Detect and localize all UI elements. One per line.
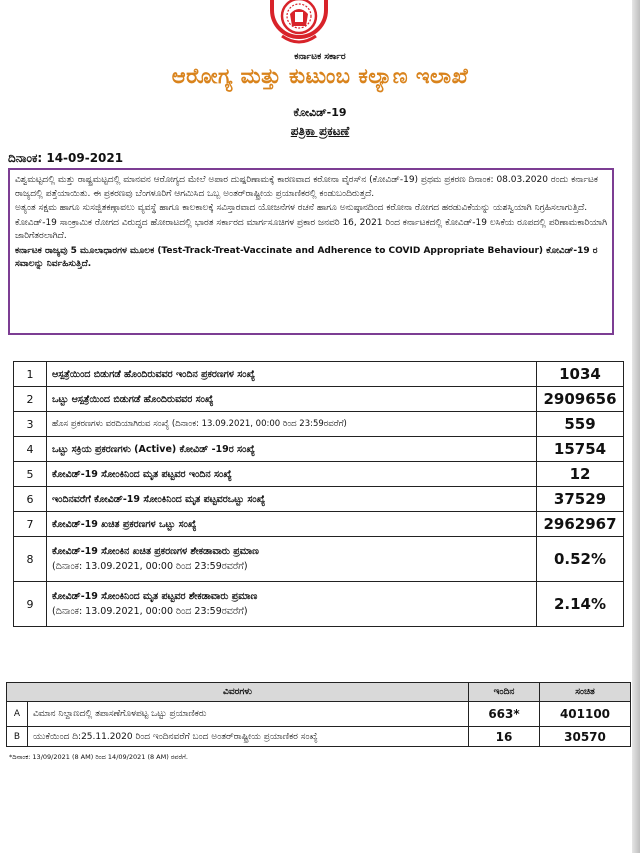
table-row <box>14 412 624 437</box>
table-row <box>14 582 624 627</box>
airport-passengers-table <box>6 682 631 747</box>
row-number: 7 <box>14 512 47 537</box>
table-row <box>14 487 624 512</box>
karnataka-government-emblem-icon <box>268 0 330 50</box>
press-release-heading: ಪತ್ರಿಕಾ ಪ್ರಕಟಣೆ <box>290 124 350 138</box>
row-value: 2909656 <box>537 387 624 412</box>
row-today: 16 <box>469 727 540 747</box>
row-value: 0.52% <box>537 537 624 582</box>
row-value: 15754 <box>537 437 624 462</box>
row-number: 2 <box>14 387 47 412</box>
row-number: 8 <box>14 537 47 582</box>
row-label: ಹೊಸ ಪ್ರಕರಣಗಳು ವರದಿಯಾಗಿರುವ ಸಂಖ್ಯೆ (ದಿನಾಂಕ: 13.09.2021, 00:00 ರಿಂದ 23:59ರವರೆಗೆ) <box>47 412 537 437</box>
header-cumulative: ಸಂಚಿತ <box>540 683 631 702</box>
covid-stats-table <box>13 361 624 627</box>
row-label: ಕೋವಿಡ್-19 ಸೋಂಕಿನ ಖಚಿತ ಪ್ರಕರಣಗಳ ಶೇಕಡಾವಾರು ಪ್ರಮಾಣ <box>52 546 259 557</box>
row-label-cell <box>47 537 537 582</box>
row-sublabel: (ದಿನಾಂಕ: 13.09.2021, 00:00 ರಿಂದ 23:59ರವರೆಗೆ) <box>52 561 248 572</box>
row-number: 9 <box>14 582 47 627</box>
row-number: 1 <box>14 362 47 387</box>
row-label: ಕೋವಿಡ್-19 ಖಚಿತ ಪ್ರಕರಣಗಳ ಒಟ್ಟು ಸಂಖ್ಯೆ <box>47 512 537 537</box>
row-sublabel: (ದಿನಾಂಕ: 13.09.2021, 00:00 ರಿಂದ 23:59ರವರೆಗೆ) <box>52 606 248 617</box>
table-row <box>14 362 624 387</box>
row-letter: B <box>7 727 28 747</box>
intro-paragraph: ಅತ್ಯಂತ ಸಕ್ಷಮ ಹಾಗೂ ಸುಸಜ್ಜಿತಕಣ್ಗಾವಲು ವ್ಯವಸ್ಥೆ ಹಾಗೂ ಕಾಲಕಾಲಕ್ಕೆ ಸವಿಸ್ತಾರವಾದ ಯೋಜನೆಗಳ ರಚನೆ ಹಾಗೂ ಅನುಷ್ಠಾನದಿಂದ ಕರೋನಾ ರೋಗದ ಹರಡುವಿಕೆಯನ್ನು ಯಶಸ್ವಿಯಾಗಿ ನಿಗ್ರಹಿಸಲಾಗುತ್ತಿದೆ. <box>15 203 588 213</box>
row-label: ಆಸ್ಪತ್ರೆಯಿಂದ ಬಿಡುಗಡೆ ಹೊಂದಿರುವವರ ಇಂದಿನ ಪ್ರಕರಣಗಳ ಸಂಖ್ಯೆ <box>47 362 537 387</box>
table-row <box>14 537 624 582</box>
department-title: ಆರೋಗ್ಯ ಮತ್ತು ಕುಟುಂಬ ಕಲ್ಯಾಣ ಇಲಾಖೆ <box>171 64 469 88</box>
row-number: 6 <box>14 487 47 512</box>
row-number: 3 <box>14 412 47 437</box>
row-label: ಯುಕೆಯಿಂದ ದಿ:25.11.2020 ರಿಂದ ಇಂದಿನವರೆಗೆ ಬಂದ ಅಂತರ್‌ರಾಷ್ಟ್ರೀಯ ಪ್ರಯಾಣಿಕರ ಸಂಖ್ಯೆ <box>28 727 469 747</box>
table-row <box>14 512 624 537</box>
government-title: ಕರ್ನಾಟಕ ಸರ್ಕಾರ <box>294 52 346 62</box>
intro-paragraph: ಕೋವಿಡ್-19 ಸಾಂಕ್ರಾಮಿಕ ರೋಗದ ವಿರುದ್ಧದ ಹೋರಾಟದಲ್ಲಿ ಭಾರತ ಸರ್ಕಾರದ ಮಾರ್ಗಸೂಚಿಗಳ ಪ್ರಕಾರ ಜನವರಿ 16, 2021 ರಿಂದ ಕರ್ನಾಟಕದಲ್ಲಿ ಕೋವಿಡ್-19 ಲಸಿಕೆಯ ರೂಪದಲ್ಲಿ ಪರಿಣಾಮಕಾರಿಯಾಗಿ ಜಾರಿಗೆತರಲಾಗಿದೆ. <box>15 217 608 241</box>
row-cumulative: 401100 <box>540 702 631 727</box>
row-value: 37529 <box>537 487 624 512</box>
table-row <box>14 437 624 462</box>
row-cumulative: 30570 <box>540 727 631 747</box>
table-row <box>14 387 624 412</box>
row-label: ಕೋವಿಡ್-19 ಸೋಂಕಿನಿಂದ ಮೃತ ಪಟ್ಟವರ ಶೇಕಡಾವಾರು ಪ್ರಮಾಣ <box>52 591 258 602</box>
row-value: 2962967 <box>537 512 624 537</box>
row-label: ವಿಮಾನ ನಿಲ್ದಾಣದಲ್ಲಿ ತಪಾಸಣೆಗೊಳಪಟ್ಟ ಒಟ್ಟು ಪ್ರಯಾಣಿಕರು <box>28 702 469 727</box>
intro-paragraph: ವಿಶ್ವಮಟ್ಟದಲ್ಲಿ ಮತ್ತು ರಾಷ್ಟ್ರಮಟ್ಟದಲ್ಲಿ ಮಾನವನ ಆರೋಗ್ಯದ ಮೇಲೆ ಅಪಾರ ದುಷ್ಪರಿಣಾಮಕ್ಕೆ ಕಾರಣವಾದ ಕರೋನಾ ವೈರಸ್‌ನ (ಕೋವಿಡ್-19) ಪ್ರಥಮ ಪ್ರಕರಣ ದಿನಾಂಕ: 08.03.2020 ರಂದು ಕರ್ನಾಟಕ ರಾಜ್ಯದಲ್ಲಿ ಪತ್ತೆಯಾಯಿತು. ಈ ಪ್ರಕರಣವು ಬೆಂಗಳೂರಿಗೆ ಆಗಮಿಸಿದ ಒಬ್ಬ ಅಂತರ್‌ರಾಷ್ಟ್ರೀಯ ಪ್ರಯಾಣಿಕರಲ್ಲಿ ಕಂಡುಬಂದಿರುತ್ತದೆ. <box>15 175 598 199</box>
row-number: 4 <box>14 437 47 462</box>
row-label: ಒಟ್ಟು ಸಕ್ರಿಯ ಪ್ರಕರಣಗಳು (Active) ಕೋವಿಡ್ -19ರ ಸಂಖ್ಯೆ <box>47 437 537 462</box>
row-value: 559 <box>537 412 624 437</box>
table-header-row <box>7 683 631 702</box>
table-row <box>7 727 631 747</box>
table-row <box>7 702 631 727</box>
footnote: *ದಿನಾಂಕ: 13/09/2021 (8 AM) ರಿಂದ 14/09/2021 (8 AM) ರವರೆಗೆ. <box>9 753 188 761</box>
row-value: 12 <box>537 462 624 487</box>
header-today: ಇಂದಿನ <box>469 683 540 702</box>
row-today: 663* <box>469 702 540 727</box>
header-details: ವಿವರಗಳು <box>7 683 469 702</box>
row-value: 1034 <box>537 362 624 387</box>
row-label: ಒಟ್ಟು ಆಸ್ಪತ್ರೆಯಿಂದ ಬಿಡುಗಡೆ ಹೊಂದಿರುವವರ ಸಂಖ್ಯೆ <box>47 387 537 412</box>
row-number: 5 <box>14 462 47 487</box>
row-value: 2.14% <box>537 582 624 627</box>
row-label-cell <box>47 582 537 627</box>
table-row <box>14 462 624 487</box>
covid-heading: ಕೋವಿಡ್-19 <box>293 106 347 119</box>
row-label: ಕೋವಿಡ್-19 ಸೋಂಕಿನಿಂದ ಮೃತ ಪಟ್ಟವರ ಇಂದಿನ ಸಂಖ್ಯೆ <box>47 462 537 487</box>
release-date: ದಿನಾಂಕ: 14-09-2021 <box>8 151 124 165</box>
intro-box <box>8 168 614 335</box>
intro-paragraph: ಕರ್ನಾಟಕ ರಾಜ್ಯವು 5 ಮೂಲಾಧಾರಗಳ ಮೂಲಕ (Test-Track-Treat-Vaccinate and Adherence to COVID Appropriate Behaviour) ಕೋವಿಡ್-19 ರ ಸವಾಲನ್ನು ನಿರ್ವಹಿಸುತ್ತಿದೆ. <box>15 245 598 269</box>
row-label: ಇಂದಿನವರೆಗೆ ಕೋವಿಡ್-19 ಸೋಂಕಿನಿಂದ ಮೃತ ಪಟ್ಟವರಒಟ್ಟು ಸಂಖ್ಯೆ <box>47 487 537 512</box>
row-letter: A <box>7 702 28 727</box>
